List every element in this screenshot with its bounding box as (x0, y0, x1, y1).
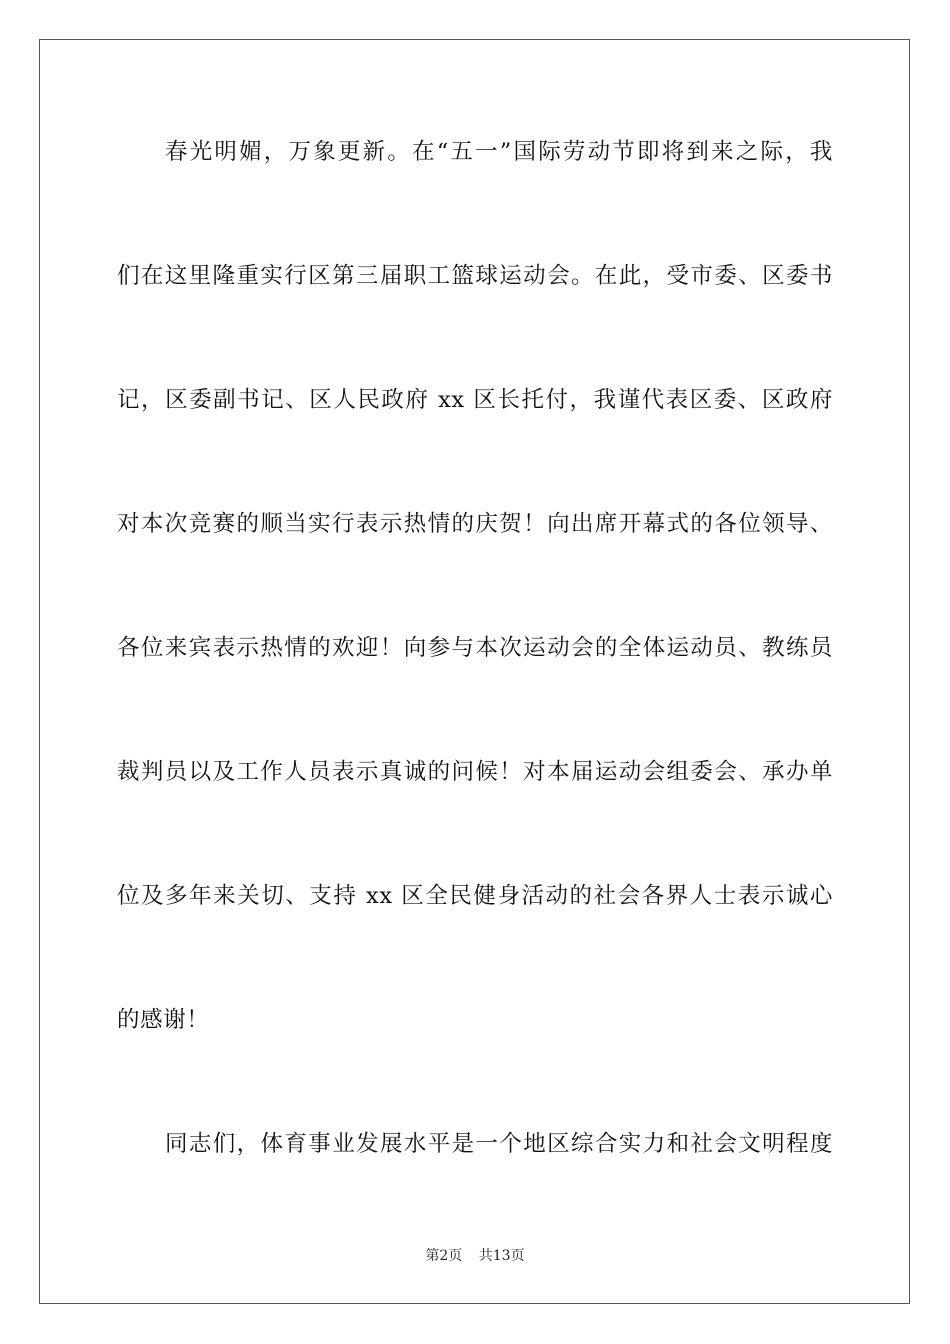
paragraph-line: 裁判员以及工作人员表示真诚的问候！对本届运动会组委会、承办单 (117, 759, 833, 785)
paragraph-line: 们在这里隆重实行区第三届职工篮球运动会。在此，受市委、区委书 (117, 263, 833, 289)
paragraph-line: 春光明媚，万象更新。在“五一”国际劳动节即将到来之际，我 (165, 139, 833, 165)
paragraph-line: 记，区委副书记、区人民政府 xx 区长托付，我谨代表区委、区政府 (117, 387, 833, 413)
page-border (39, 39, 910, 1304)
paragraph-line: 各位来宾表示热情的欢迎！向参与本次运动会的全体运动员、教练员 (117, 635, 833, 661)
paragraph-line: 位及多年来关切、支持 xx 区全民健身活动的社会各界人士表示诚心 (117, 883, 833, 909)
paragraph-line: 同志们，体育事业发展水平是一个地区综合实力和社会文明程度 (165, 1131, 833, 1157)
paragraph-line: 的感谢！ (117, 1007, 210, 1033)
paragraph-line: 对本次竞赛的顺当实行表示热情的庆贺！向出席开幕式的各位领导、 (117, 511, 833, 537)
page-footer (0, 1247, 950, 1265)
page-number: 第2页 (425, 1248, 463, 1264)
page-total: 共13页 (478, 1248, 525, 1264)
